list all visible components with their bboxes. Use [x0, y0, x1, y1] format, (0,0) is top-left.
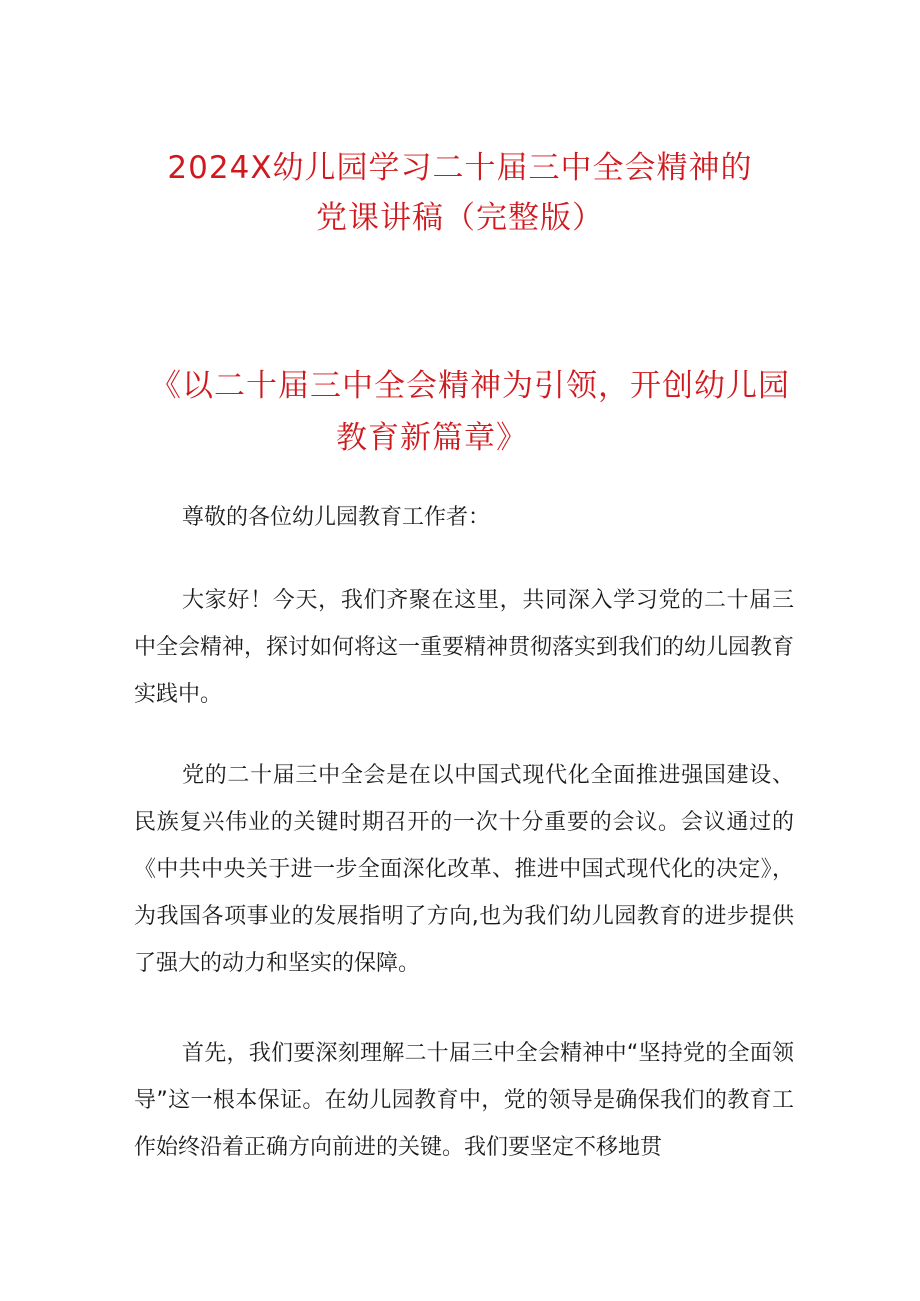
document-title-line-2: 党课讲稿（完整版）: [316, 200, 604, 236]
document-subtitle-line-2: 教育新篇章》: [336, 420, 528, 456]
paragraph-2: 党的二十届三中全会是在以中国式现代化全面推进强国建设、民族复兴伟业的关键时期召开的一次十分重要的会议。会议通过的《中共中央关于进一步全面深化改革、推进中国式现代化的决定》，为我国各项事业的发展指明了方向,也为我们幼儿园教育的进步提供了强大的动力和坚实的保障。: [134, 763, 794, 976]
document-subtitle-line-1: 《以二十届三中全会精神为引领，开创幼儿园: [150, 368, 790, 404]
paragraph-block-3: [134, 1030, 794, 1171]
paragraph-1: 大家好！今天，我们齐聚在这里，共同深入学习党的二十届三中全会精神，探讨如何将这一重要精神贯彻落实到我们的幼儿园教育实践中。: [134, 588, 795, 707]
document-title-line-1: 2024X幼儿园学习二十届三中全会精神的: [167, 150, 753, 186]
document-title: [0, 143, 920, 243]
paragraph-block-1: [134, 577, 794, 718]
paragraph-block-2: [134, 752, 794, 987]
paragraph-3: 首先，我们要深刻理解二十届三中全会精神中“坚持党的全面领导”这一根本保证。在幼儿园教育中，党的领导是确保我们的教育工作始终沿着正确方向前进的关键。我们要坚定不移地贯: [134, 1041, 794, 1160]
greeting: 尊敬的各位幼儿园教育工作者：: [182, 505, 491, 530]
greeting-block: [134, 494, 794, 541]
document-subtitle: [0, 360, 920, 464]
